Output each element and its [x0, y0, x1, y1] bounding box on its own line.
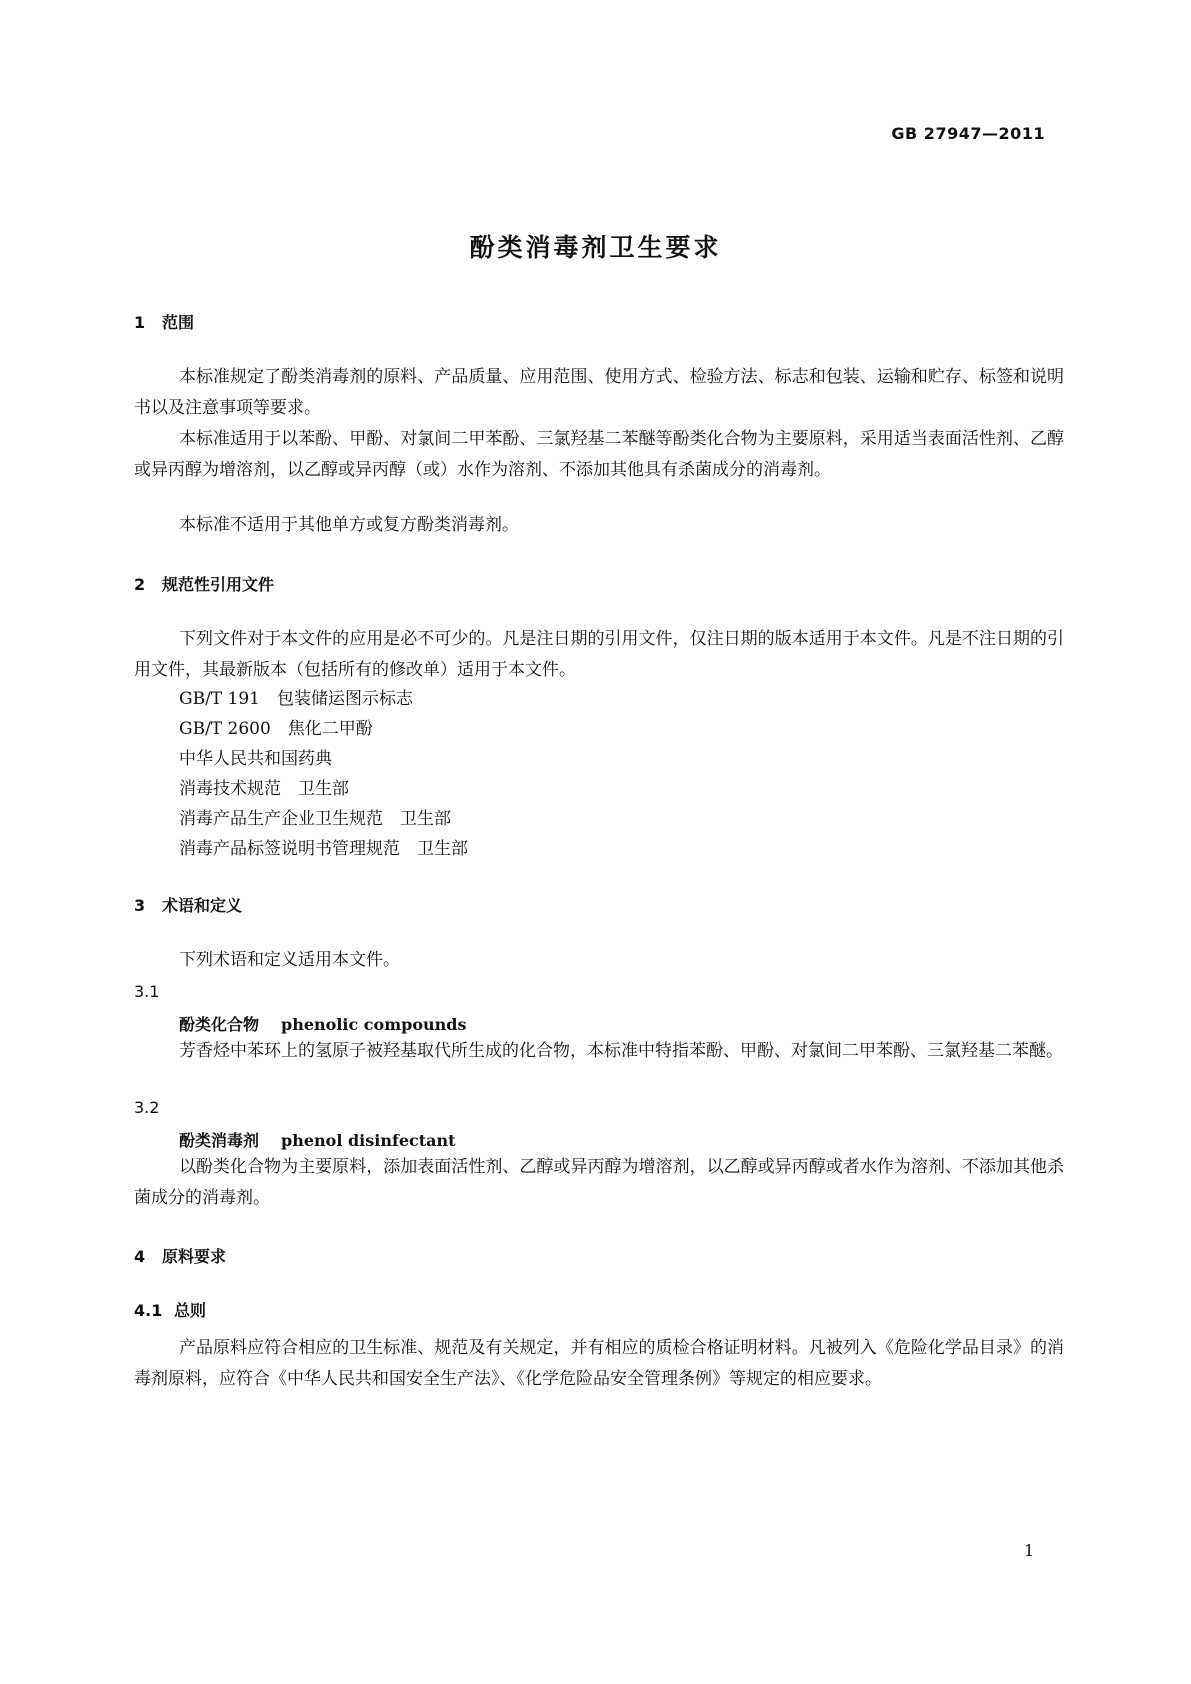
reference-item: GB/T 191 包装储运图示标志 — [179, 689, 413, 709]
term-zh: 酚类消毒剂 — [179, 1131, 260, 1150]
section-3-heading — [134, 893, 242, 916]
term-number: 3.1 — [134, 982, 160, 1001]
reference-item: 中华人民共和国药典 — [179, 749, 332, 769]
section-1-paragraph: 本标准适用于以苯酚、甲酚、对氯间二甲苯酚、三氯羟基二苯醚等酚类化合物为主要原料，采用适当表面活性剂、乙醇或异丙醇为增溶剂，以乙醇或异丙醇（或）水作为溶剂、不添加其他具有杀菌成分的消毒剂。 — [134, 429, 1064, 480]
section-title: 规范性引用文件 — [162, 575, 275, 594]
term-en: phenolic compounds — [281, 1015, 467, 1034]
standard-code: GB 27947—2011 — [891, 124, 1045, 143]
subsection-title: 总则 — [174, 1301, 207, 1320]
section-number: 3 — [134, 896, 146, 915]
page-title: 酚类消毒剂卫生要求 — [469, 233, 722, 262]
term-heading — [179, 1128, 456, 1151]
section-1-paragraph: 本标准规定了酚类消毒剂的原料、产品质量、应用范围、使用方式、检验方法、标志和包装、运输和贮存、标签和说明书以及注意事项等要求。 — [134, 367, 1064, 418]
section-title: 范围 — [162, 313, 195, 332]
term-en: phenol disinfectant — [281, 1131, 456, 1150]
reference-item: 消毒产品标签说明书管理规范 卫生部 — [179, 839, 468, 859]
section-4-heading — [134, 1244, 226, 1267]
section-2-intro: 下列文件对于本文件的应用是必不可少的。凡是注日期的引用文件，仅注日期的版本适用于本文件。凡是不注日期的引用文件，其最新版本（包括所有的修改单）适用于本文件。 — [134, 629, 1064, 680]
subsection-number: 4.1 — [134, 1301, 163, 1320]
term-heading — [179, 1012, 466, 1035]
term-definition: 芳香烃中苯环上的氢原子被羟基取代所生成的化合物，本标准中特指苯酚、甲酚、对氯间二甲苯酚、三氯羟基二苯醚。 — [179, 1041, 1063, 1061]
section-1-paragraph: 本标准不适用于其他单方或复方酚类消毒剂。 — [179, 515, 519, 535]
reference-item: 消毒技术规范 卫生部 — [179, 779, 349, 799]
term-zh: 酚类化合物 — [179, 1015, 260, 1034]
reference-item: GB/T 2600 焦化二甲酚 — [179, 719, 373, 739]
section-number: 2 — [134, 575, 146, 594]
page-number: 1 — [1024, 1541, 1035, 1560]
section-3-intro: 下列术语和定义适用本文件。 — [179, 950, 400, 970]
section-2-heading — [134, 572, 274, 595]
term-definition: 以酚类化合物为主要原料，添加表面活性剂、乙醇或异丙醇为增溶剂，以乙醇或异丙醇或者水作为溶剂、不添加其他杀菌成分的消毒剂。 — [134, 1157, 1064, 1208]
section-number: 1 — [134, 313, 146, 332]
section-title: 术语和定义 — [162, 896, 243, 915]
section-number: 4 — [134, 1247, 146, 1266]
reference-item: 消毒产品生产企业卫生规范 卫生部 — [179, 809, 451, 829]
term-number: 3.2 — [134, 1098, 160, 1117]
section-1-heading — [134, 310, 194, 333]
subsection-4-1-heading — [134, 1298, 206, 1321]
subsection-4-1-paragraph: 产品原料应符合相应的卫生标准、规范及有关规定，并有相应的质检合格证明材料。凡被列入《危险化学品目录》的消毒剂原料，应符合《中华人民共和国安全生产法》、《化学危险品安全管理条例》等规定的相应要求。 — [134, 1338, 1064, 1389]
section-title: 原料要求 — [162, 1247, 227, 1266]
